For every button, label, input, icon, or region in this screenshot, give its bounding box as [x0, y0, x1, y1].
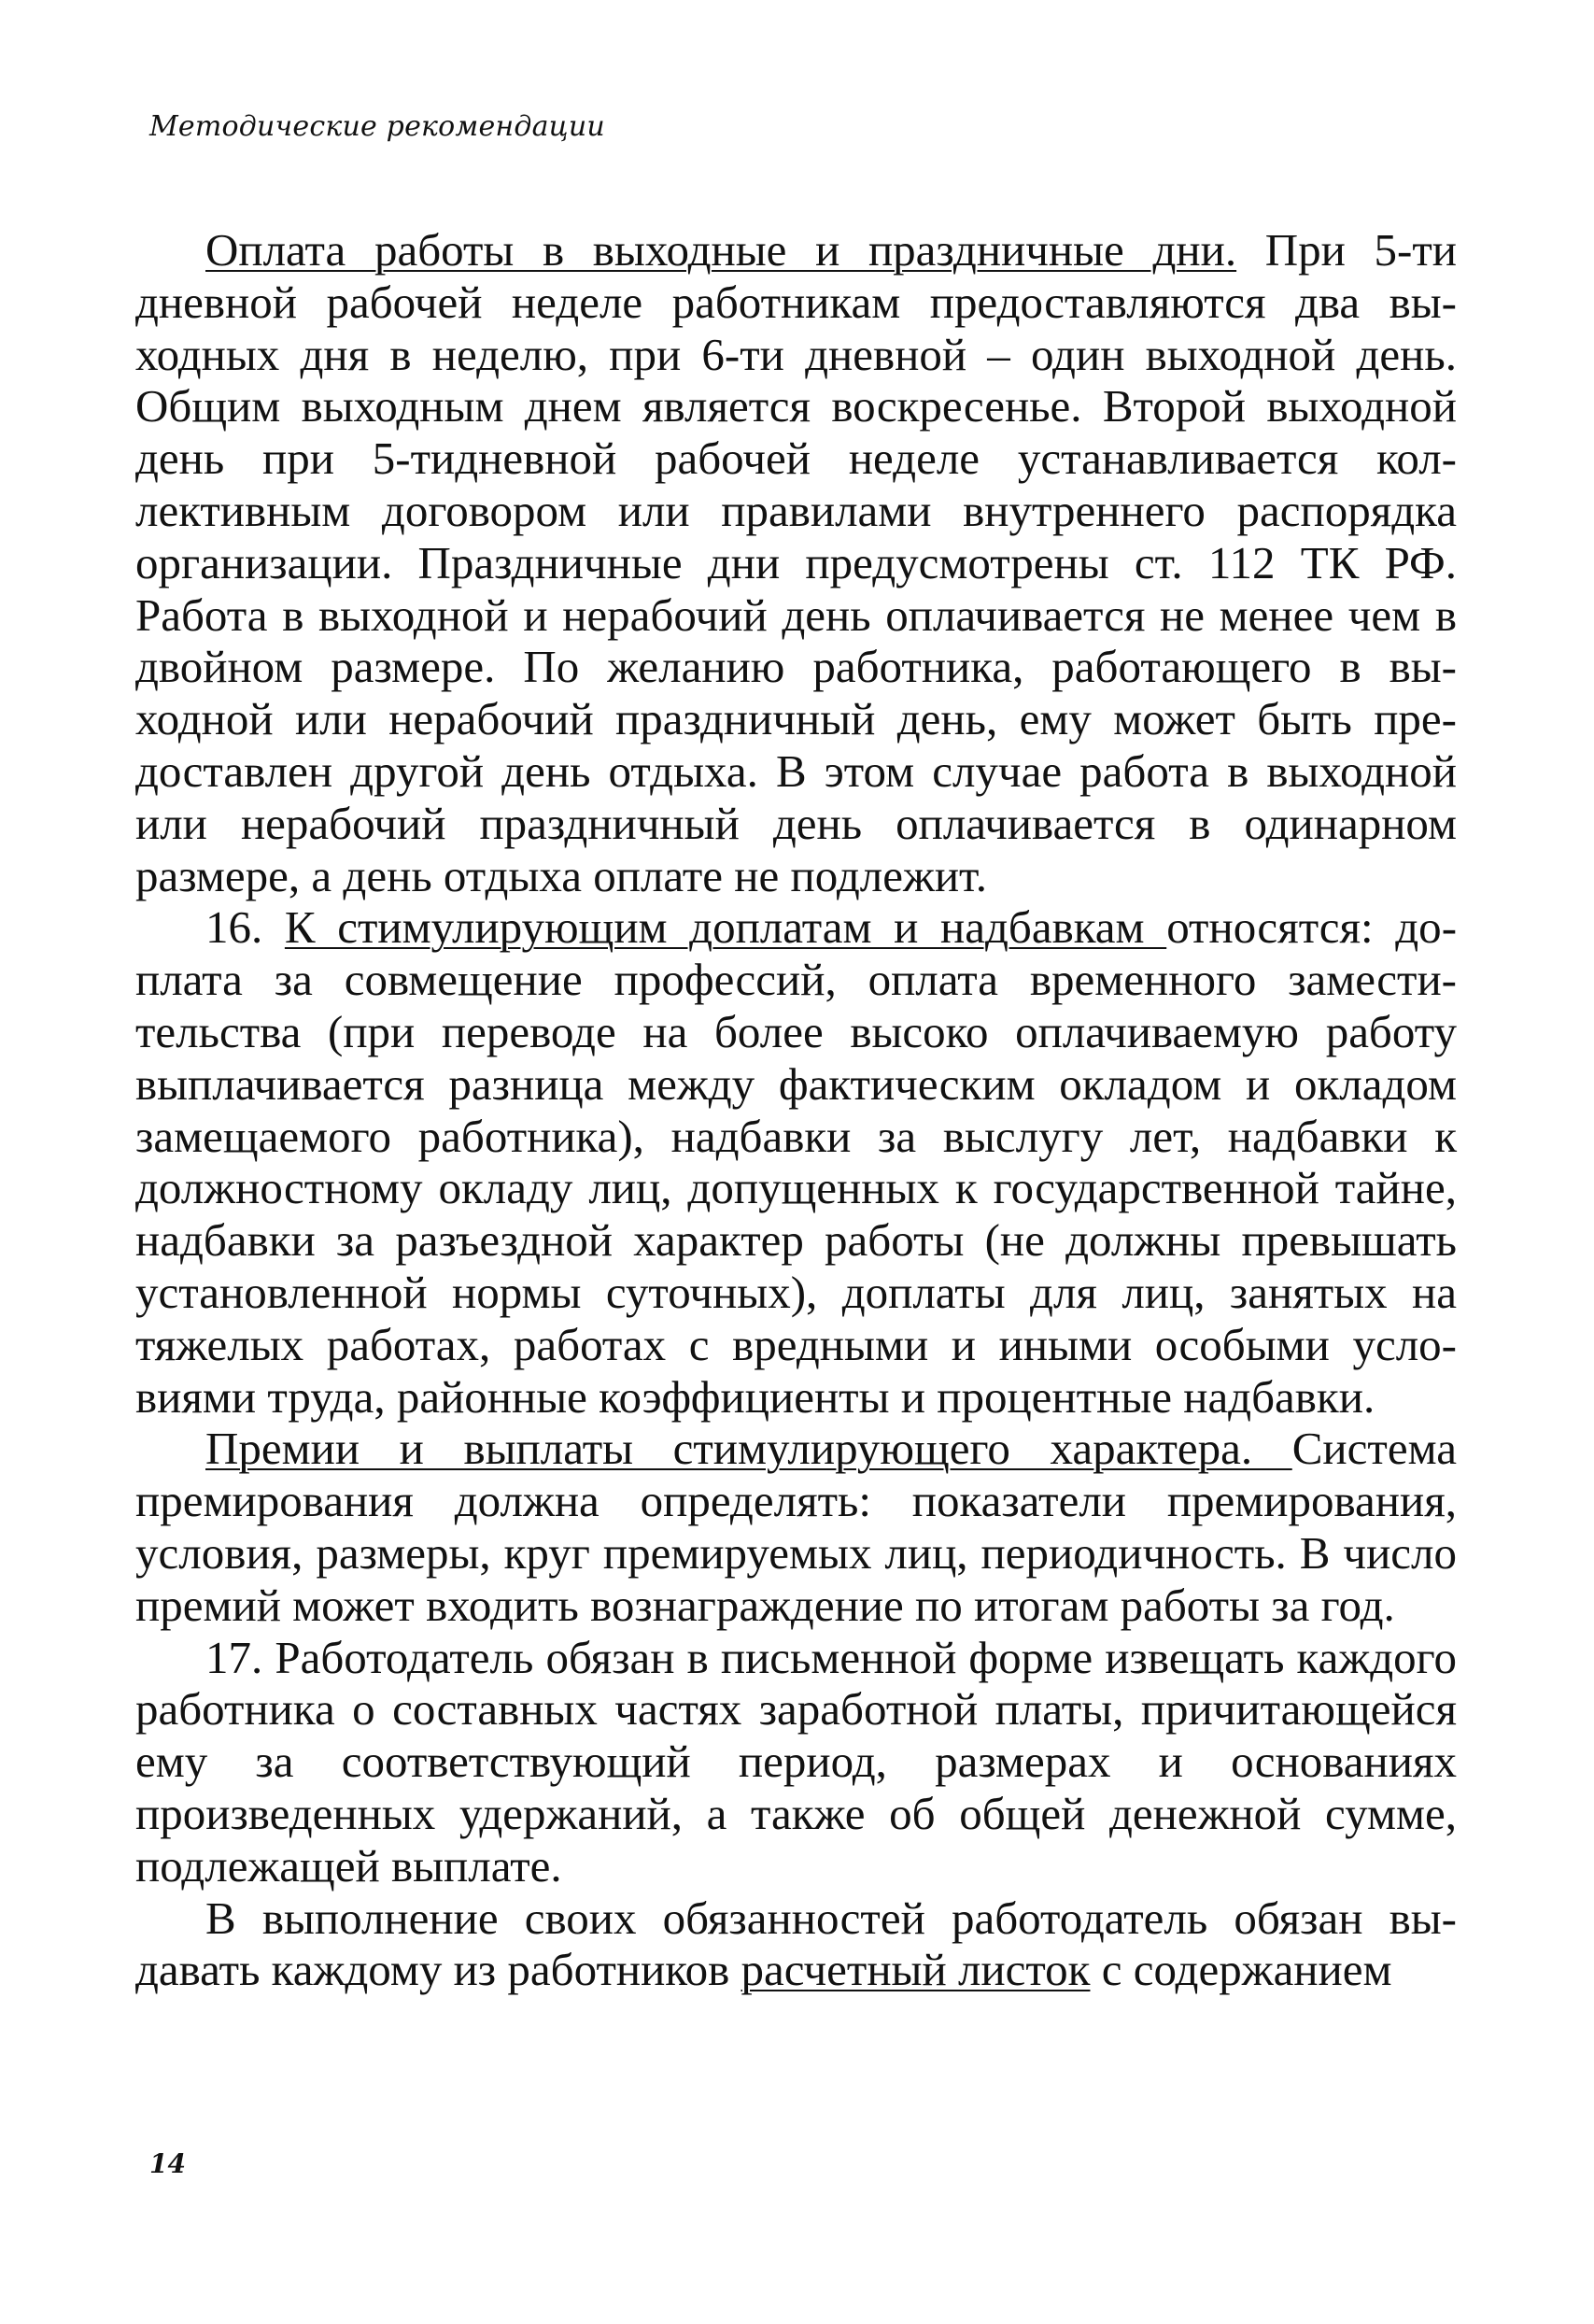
paragraph-heading: К стимулирующим доплатам и надбавкам	[284, 901, 1167, 954]
payslip-term: расчетный листок	[741, 1944, 1091, 1996]
body-text	[135, 224, 1457, 1996]
page-number: 14	[149, 2148, 186, 2179]
paragraph-heading: Оплата работы в выходные и праздничные дни.	[205, 224, 1237, 276]
paragraph-weekend-pay	[135, 224, 1457, 901]
paragraph-payslip	[135, 1892, 1457, 1997]
paragraph-bonuses	[135, 1423, 1457, 1631]
paragraph-17-employer-notice	[135, 1632, 1457, 1892]
paragraph-text: с содержанием	[1090, 1944, 1392, 1996]
paragraph-text: Система премирования должна определять: показатели премирования, условия, размеры, круг премируемых лиц, периодичность. В число премий может входить вознаграждение по итогам работы за год.	[135, 1423, 1457, 1631]
paragraph-16-incentive-payments	[135, 901, 1457, 1423]
running-header: Методические рекомендации	[149, 110, 605, 143]
paragraph-text: При 5-ти дневной рабочей неделе работникам предоставляются два выходных дня в неделю, при 6-ти дневной – один выходной день. Общим выходным днем является воскресенье. Второй выходной день при 5-тидневной рабочей неделе устанавливается коллективным договором или правилами внутреннего распорядка организации. Праздничные дни предусмотрены ст. 112 ТК РФ. Работа в выходной и нерабочий день оплачивается не менее чем в двойном размере. По желанию работника, работающего в выходной или нерабочий праздничный день, ему может быть предоставлен другой день отдыха. В этом случае работа в выходной или нерабочий праздничный день оплачивается в одинарном размере, а день отдыха оплате не подлежит.	[135, 224, 1457, 901]
paragraph-text: В выполнение своих обязанностей работодатель обязан выдавать каждому из работников	[135, 1892, 1457, 1996]
paragraph-text: 17. Работодатель обязан в письменной форме извещать каждого работника о составных частях заработной платы, причитающейся ему за соответствующий период, размерах и основаниях произведенных удержаний, а также об общей денежной сумме, подлежащей выплате.	[135, 1631, 1457, 1892]
paragraph-text: относятся: доплата за совмещение профессий, оплата временного заместительства (при переводе на более высоко оплачиваемую работу выплачивается разница между фактическим окладом и окладом замещаемого работника), надбавки за выслугу лет, надбавки к должностному окладу лиц, допущенных к государственной тайне, надбавки за разъездной характер работы (не должны превышать установленной нормы суточных), доплаты для лиц, занятых на тяжелых работах, работах с вредными и иными особыми условиями труда, районные коэффициенты и процентные надбавки.	[135, 901, 1458, 1423]
paragraph-number: 16.	[205, 901, 285, 954]
paragraph-heading: Премии и выплаты стимулирующего характера.	[205, 1423, 1292, 1475]
